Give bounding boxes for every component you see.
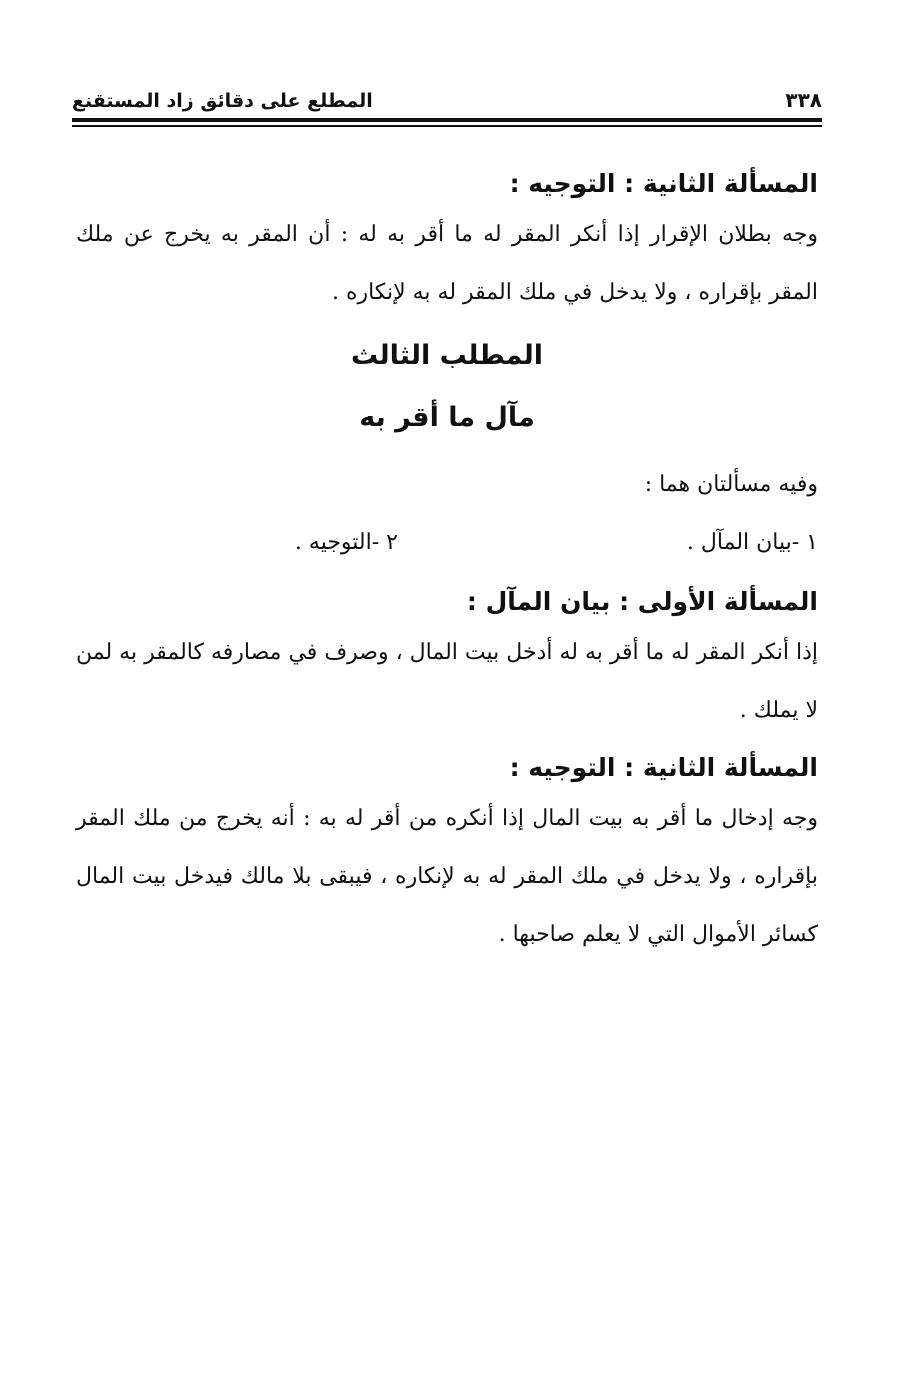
paragraph: إذا أنكر المقر له ما أقر به له أدخل بيت المال ، وصرف في مصارفه كالمقر به لمن لا يملك . [76,640,818,723]
issues-list [76,514,818,572]
header-rule-thick [72,118,822,122]
matlab-subtitle: مآل ما أقر به [359,402,535,433]
page-number: ٣٣٨ [785,88,822,112]
matlab-title: المطلب الثالث [350,340,544,371]
header-rule-thin [72,125,822,127]
list-item: ١ -بيان المآل . [686,530,818,555]
running-title: المطلع على دقائق زاد المستقنع [72,90,373,112]
section-heading: المسألة الثانية : التوجيه : [509,169,818,198]
list-item: ٢ -التوجيه . [294,530,398,555]
intro-text: وفيه مسألتان هما : [644,472,818,497]
paragraph: وجه إدخال ما أقر به بيت المال إذا أنكره من أقر له به : أنه يخرج من ملك المقر بإقراره ، ولا يدخل في ملك المقر له به لإنكاره ، فيبقى بلا مالك فيدخل بيت المال كسائر الأموال التي لا يعلم صاحبها . [76,806,818,947]
page-header [72,82,822,112]
section-heading: المسألة الثانية : التوجيه : [509,753,818,782]
page-content [76,162,818,964]
section-heading: المسألة الأولى : بيان المآل : [466,587,818,616]
paragraph: وجه بطلان الإقرار إذا أنكر المقر له ما أقر به له : أن المقر به يخرج عن ملك المقر بإقراره ، ولا يدخل في ملك المقر له به لإنكاره . [76,222,818,305]
